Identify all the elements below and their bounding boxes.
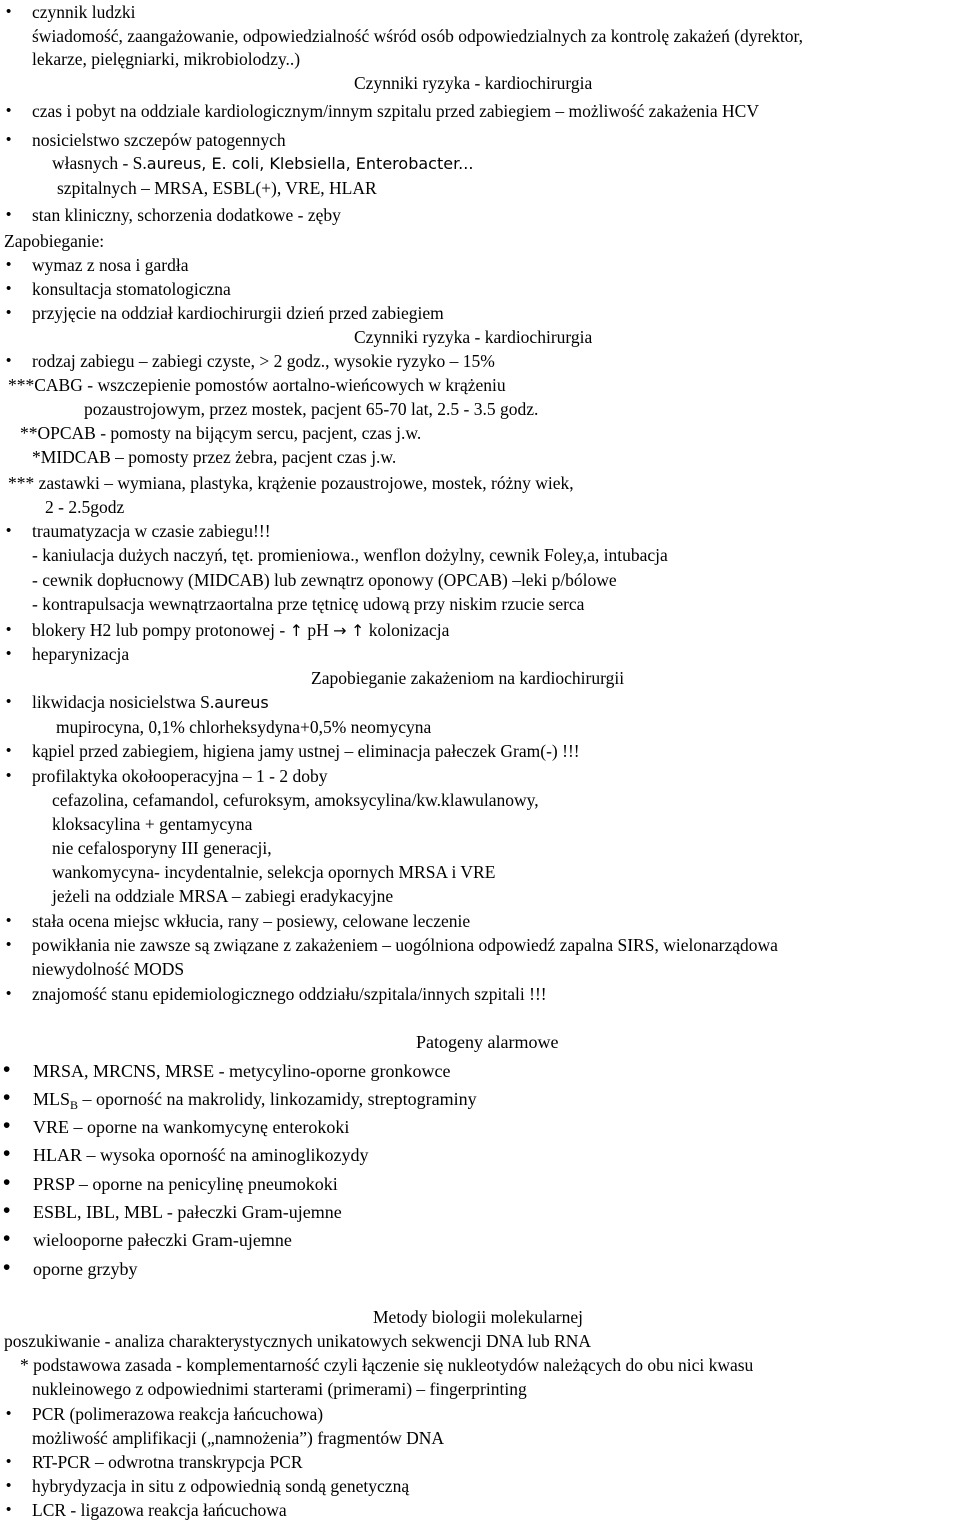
bullet-dental: • konsultacja stomatologiczna [32,279,231,299]
text-valves-cont: 2 - 2.5godz [45,497,125,517]
bullet-lcr: • LCR - ligazowa reakcja łańcuchowa [32,1500,287,1520]
bullet-assessment: • stała ocena miejsc wkłucia, rany – posiewy, celowane leczenie [32,911,470,931]
heading-alert-pathogens: Patogeny alarmowe [416,1032,559,1052]
text-counterpulsation: - kontrapulsacja wewnątrzaortalna prze tętnicę udową przy niskim rzucie serca [32,594,585,614]
heading-prevention: Zapobieganie: [4,231,105,251]
text-opcab: **OPCAB - pomosty na bijącym sercu, pacjent, czas j.w. [20,423,422,443]
text-complications-cont: niewydolność MODS [32,959,185,979]
text-awareness-cont: lekarze, pielęgniarki, mikrobiolodzy..) [32,49,301,69]
arrow-up-icon: ↑ [350,621,365,640]
bullet-mlsb: • $MLS_B$ – oporność na makrolidy, linkozamidy, streptograminy [33,1089,477,1115]
bullet-carriage-elimination: • likwidacja nosicielstwa S.aureus [32,692,269,713]
bullet-esbl: • ESBL, IBL, MBL - pałeczki Gram-ujemne [33,1202,342,1222]
bullet-pcr: • PCR (polimerazowa reakcja łańcuchowa) [32,1404,323,1424]
text-cabg: ***CABG - wszczepienie pomostów aortalno-wieńcowych w krążeniu [8,375,506,395]
text-own-strains: własnych - S.aureus, E. coli, Klebsiella, Enterobacter... [52,153,474,173]
text-search: poszukiwanie - analiza charakterystycznych unikatowych sekwencji DNA lub RNA [4,1331,592,1351]
arrow-right-icon: → [333,621,347,640]
text-mupirocin: mupirocyna, 0,1% chlorheksydyna+0,5% neomycyna [56,717,432,737]
text-antibiotics-2: kloksacylina + gentamycyna [52,814,253,834]
heading-prevention-cardiac: Zapobieganie zakażeniom na kardiochirurgii [311,668,625,688]
bullet-h2-blockers: • blokery H2 lub pompy protonowej - ↑ pH → ↑ kolonizacja [32,620,449,641]
bullet-mrsa: • MRSA, MRCNS, MRSE - metycylino-oporne gronkowce [33,1061,451,1081]
text-amplification: możliwość amplifikacji („namnożenia”) fragmentów DNA [32,1428,445,1448]
text-principle-cont: nukleinowego z odpowiednimi starterami (primerami) – fingerprinting [32,1379,527,1399]
heading-risk-factors-1: Czynniki ryzyka - kardiochirurgia [354,73,593,93]
text-awareness: świadomość, zaangażowanie, odpowiedzialność wśród osób odpowiedzialnych za kontrolę zakażeń (dyrektor, [32,26,803,46]
bullet-bath: • kąpiel przed zabiegiem, higiena jamy ustnej – eliminacja pałeczek Gram(-) !!! [32,741,580,761]
text-hospital-strains: szpitalnych – MRSA, ESBL(+), VRE, HLAR [57,178,377,198]
bullet-epidemiology: • znajomość stanu epidemiologicznego oddziału/szpitala/innych szpitali !!! [32,984,547,1004]
bullet-clinical-state: • stan kliniczny, schorzenia dodatkowe - zęby [32,205,341,225]
bullet-complications: • powikłania nie zawsze są związane z zakażeniem – uogólniona odpowiedź zapalna SIRS, wielonarządowa [32,935,778,955]
heading-molecular-methods: Metody biologii molekularnej [373,1307,583,1327]
bullet-prophylaxis: • profilaktyka okołooperacyjna – 1 - 2 doby [32,766,327,786]
bullet-hybridization: • hybrydyzacja in situ z odpowiednią sondą genetyczną [32,1476,409,1496]
bullet-trauma: • traumatyzacja w czasie zabiegu!!! [32,521,271,541]
text-principle: * podstawowa zasada - komplementarność czyli łączenie się nukleotydów należących do obu nici kwasu [20,1355,754,1375]
bullet-prsp: • PRSP – oporne na penicylinę pneumokoki [33,1174,338,1194]
bullet-multiresistant: • wielooporne pałeczki Gram-ujemne [33,1230,292,1250]
bullet-heparin: • heparynizacja [32,644,129,664]
bullet-admission: • przyjęcie na oddział kardiochirurgii dzień przed zabiegiem [32,303,444,323]
text-midcab: *MIDCAB – pomosty przez żebra, pacjent czas j.w. [32,447,397,467]
bullet-carriage: • nosicielstwo szczepów patogennych [32,130,286,150]
text-antibiotics-5: jeżeli na oddziale MRSA – zabiegi eradykacyjne [52,886,394,906]
text-antibiotics-3: nie cefalosporyny III generacji, [52,838,272,858]
arrow-up-icon: ↑ [289,621,304,640]
text-cannulation: - kaniulacja dużych naczyń, tęt. promieniowa., wenflon dożylny, cewnik Foley,a, intubacja [32,545,668,565]
bullet-vre: • VRE – oporne na wankomycynę enterokoki [33,1117,349,1137]
bullet-hospital-stay: • czas i pobyt na oddziale kardiologicznym/innym szpitalu przed zabiegiem – możliwość zakażenia HCV [32,101,759,121]
heading-risk-factors-2: Czynniki ryzyka - kardiochirurgia [354,327,593,347]
text-antibiotics-1: cefazolina, cefamandol, cefuroksym, amoksycylina/kw.klawulanowy, [52,790,539,810]
bullet-procedure-type: • rodzaj zabiegu – zabiegi czyste, > 2 godz., wysokie ryzyko – 15% [32,351,495,371]
bullet-hlar: • HLAR – wysoka oporność na aminoglikozydy [33,1145,368,1165]
text-catheter: - cewnik dopłucnowy (MIDCAB) lub zewnątrz oponowy (OPCAB) –leki p/bólowe [32,570,617,590]
text-antibiotics-4: wankomycyna- incydentalnie, selekcja opornych MRSA i VRE [52,862,496,882]
bullet-rt-pcr: • RT-PCR – odwrotna transkrypcja PCR [32,1452,303,1472]
bullet-fungi: • oporne grzyby [33,1259,137,1279]
text-cabg-cont: pozaustrojowym, przez mostek, pacjent 65-70 lat, 2.5 - 3.5 godz. [84,399,539,419]
bullet-swab: • wymaz z nosa i gardła [32,255,188,275]
bullet-human-factor: • czynnik ludzki [32,2,136,22]
text-valves: *** zastawki – wymiana, plastyka, krążenie pozaustrojowe, mostek, różny wiek, [8,473,574,493]
